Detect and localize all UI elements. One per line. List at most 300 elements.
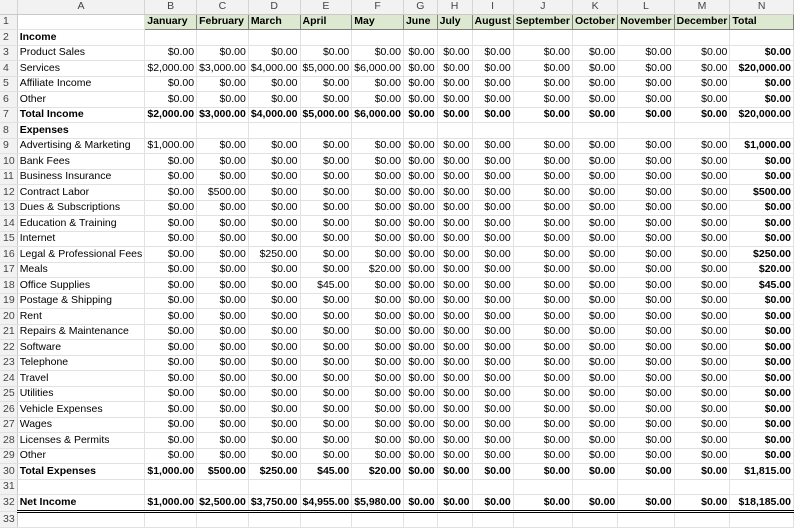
value-cell[interactable]: $0.00 — [197, 278, 249, 294]
value-cell[interactable] — [403, 30, 437, 46]
value-cell[interactable]: $0.00 — [352, 200, 404, 216]
row-label-cell[interactable]: Wages — [17, 417, 145, 433]
value-cell[interactable]: $0.00 — [437, 278, 472, 294]
value-cell[interactable]: $250.00 — [248, 464, 300, 480]
total-cell[interactable]: $0.00 — [730, 324, 794, 340]
value-cell[interactable]: $0.00 — [300, 309, 352, 325]
value-cell[interactable]: $0.00 — [437, 433, 472, 449]
value-cell[interactable]: $0.00 — [197, 92, 249, 108]
value-cell[interactable]: $5,000.00 — [300, 107, 352, 123]
value-cell[interactable]: $1,000.00 — [145, 495, 197, 512]
value-cell[interactable]: $0.00 — [472, 464, 513, 480]
value-cell[interactable] — [197, 479, 249, 495]
value-cell[interactable] — [472, 30, 513, 46]
value-cell[interactable]: $0.00 — [674, 76, 730, 92]
value-cell[interactable]: $0.00 — [572, 169, 617, 185]
value-cell[interactable]: $500.00 — [197, 185, 249, 201]
value-cell[interactable]: $0.00 — [403, 107, 437, 123]
total-cell[interactable] — [730, 123, 794, 139]
value-cell[interactable]: $250.00 — [248, 247, 300, 263]
value-cell[interactable]: $0.00 — [352, 355, 404, 371]
value-cell[interactable]: $0.00 — [403, 355, 437, 371]
value-cell[interactable]: $1,000.00 — [145, 138, 197, 154]
value-cell[interactable]: $0.00 — [572, 433, 617, 449]
value-cell[interactable]: $0.00 — [674, 495, 730, 512]
value-cell[interactable]: $0.00 — [674, 309, 730, 325]
value-cell[interactable]: $0.00 — [300, 386, 352, 402]
value-cell[interactable]: $0.00 — [197, 340, 249, 356]
value-cell[interactable]: $0.00 — [403, 45, 437, 61]
value-cell[interactable]: $0.00 — [618, 200, 674, 216]
value-cell[interactable]: $0.00 — [145, 324, 197, 340]
value-cell[interactable]: $0.00 — [572, 92, 617, 108]
value-cell[interactable] — [472, 123, 513, 139]
value-cell[interactable]: $0.00 — [352, 231, 404, 247]
value-cell[interactable]: $0.00 — [145, 185, 197, 201]
value-cell[interactable]: $0.00 — [300, 45, 352, 61]
value-cell[interactable]: $0.00 — [513, 340, 572, 356]
value-cell[interactable]: $0.00 — [618, 402, 674, 418]
row-label-cell[interactable]: Other — [17, 92, 145, 108]
value-cell[interactable]: $0.00 — [674, 278, 730, 294]
value-cell[interactable]: $0.00 — [300, 92, 352, 108]
value-cell[interactable]: $0.00 — [352, 371, 404, 387]
value-cell[interactable]: $0.00 — [674, 402, 730, 418]
value-cell[interactable]: $0.00 — [145, 371, 197, 387]
value-cell[interactable] — [618, 30, 674, 46]
value-cell[interactable]: $5,000.00 — [300, 61, 352, 77]
row-number[interactable]: 20 — [0, 309, 17, 325]
value-cell[interactable]: $0.00 — [437, 107, 472, 123]
total-cell[interactable]: $500.00 — [730, 185, 794, 201]
value-cell[interactable]: $2,000.00 — [145, 61, 197, 77]
value-cell[interactable]: $0.00 — [145, 154, 197, 170]
value-cell[interactable]: $0.00 — [618, 386, 674, 402]
value-cell[interactable]: $0.00 — [403, 417, 437, 433]
value-cell[interactable]: $0.00 — [513, 464, 572, 480]
value-cell[interactable] — [248, 479, 300, 495]
value-cell[interactable]: $0.00 — [674, 417, 730, 433]
total-cell[interactable]: $1,815.00 — [730, 464, 794, 480]
row-label-cell[interactable]: Rent — [17, 309, 145, 325]
value-cell[interactable]: $0.00 — [352, 402, 404, 418]
value-cell[interactable]: $0.00 — [145, 200, 197, 216]
value-cell[interactable]: $0.00 — [352, 433, 404, 449]
value-cell[interactable]: $0.00 — [618, 61, 674, 77]
value-cell[interactable]: $0.00 — [572, 293, 617, 309]
value-cell[interactable]: $0.00 — [145, 293, 197, 309]
row-number[interactable]: 5 — [0, 76, 17, 92]
row-number[interactable]: 16 — [0, 247, 17, 263]
value-cell[interactable]: $500.00 — [197, 464, 249, 480]
row-number[interactable]: 24 — [0, 371, 17, 387]
value-cell[interactable]: $0.00 — [145, 247, 197, 263]
value-cell[interactable]: $0.00 — [403, 324, 437, 340]
month-header-cell[interactable]: May — [352, 14, 404, 30]
value-cell[interactable]: $0.00 — [248, 309, 300, 325]
value-cell[interactable]: $0.00 — [572, 495, 617, 512]
value-cell[interactable]: $0.00 — [248, 324, 300, 340]
value-cell[interactable]: $0.00 — [197, 138, 249, 154]
month-header-cell[interactable]: April — [300, 14, 352, 30]
total-cell[interactable]: $0.00 — [730, 169, 794, 185]
value-cell[interactable] — [352, 511, 404, 528]
value-cell[interactable] — [352, 30, 404, 46]
value-cell[interactable]: $0.00 — [472, 185, 513, 201]
value-cell[interactable]: $0.00 — [513, 231, 572, 247]
month-header-cell[interactable]: September — [513, 14, 572, 30]
value-cell[interactable]: $0.00 — [403, 433, 437, 449]
value-cell[interactable]: $0.00 — [572, 216, 617, 232]
value-cell[interactable]: $4,000.00 — [248, 61, 300, 77]
value-cell[interactable]: $0.00 — [300, 216, 352, 232]
value-cell[interactable]: $0.00 — [472, 216, 513, 232]
value-cell[interactable] — [674, 30, 730, 46]
value-cell[interactable]: $0.00 — [437, 169, 472, 185]
value-cell[interactable] — [437, 123, 472, 139]
value-cell[interactable]: $0.00 — [572, 371, 617, 387]
value-cell[interactable]: $0.00 — [352, 448, 404, 464]
value-cell[interactable]: $0.00 — [472, 495, 513, 512]
value-cell[interactable]: $0.00 — [572, 417, 617, 433]
value-cell[interactable]: $0.00 — [248, 262, 300, 278]
value-cell[interactable]: $0.00 — [437, 309, 472, 325]
value-cell[interactable]: $0.00 — [472, 293, 513, 309]
row-number[interactable]: 32 — [0, 495, 17, 512]
row-number[interactable]: 27 — [0, 417, 17, 433]
row-label-cell[interactable]: Product Sales — [17, 45, 145, 61]
total-cell[interactable]: $0.00 — [730, 45, 794, 61]
value-cell[interactable]: $0.00 — [513, 154, 572, 170]
value-cell[interactable]: $0.00 — [403, 92, 437, 108]
column-header-f[interactable]: F — [352, 0, 404, 14]
value-cell[interactable]: $0.00 — [403, 448, 437, 464]
row-label-cell[interactable]: Utilities — [17, 386, 145, 402]
row-label-cell[interactable]: Total Income — [17, 107, 145, 123]
value-cell[interactable]: $0.00 — [248, 231, 300, 247]
row-number[interactable]: 22 — [0, 340, 17, 356]
total-cell[interactable] — [730, 511, 794, 528]
value-cell[interactable]: $0.00 — [300, 324, 352, 340]
row-label-cell[interactable]: Repairs & Maintenance — [17, 324, 145, 340]
total-cell[interactable] — [730, 30, 794, 46]
month-header-cell[interactable]: June — [403, 14, 437, 30]
row-label-cell[interactable]: Internet — [17, 231, 145, 247]
total-cell[interactable]: $0.00 — [730, 200, 794, 216]
row-number[interactable]: 11 — [0, 169, 17, 185]
value-cell[interactable]: $0.00 — [248, 45, 300, 61]
value-cell[interactable]: $0.00 — [145, 169, 197, 185]
month-header-cell[interactable]: February — [197, 14, 249, 30]
value-cell[interactable]: $0.00 — [618, 293, 674, 309]
value-cell[interactable]: $0.00 — [197, 169, 249, 185]
value-cell[interactable]: $0.00 — [145, 417, 197, 433]
row-label-cell[interactable]: Bank Fees — [17, 154, 145, 170]
value-cell[interactable]: $0.00 — [197, 448, 249, 464]
row-label-cell[interactable]: Expenses — [17, 123, 145, 139]
value-cell[interactable]: $0.00 — [145, 340, 197, 356]
total-cell[interactable]: $0.00 — [730, 402, 794, 418]
value-cell[interactable]: $0.00 — [618, 247, 674, 263]
column-header-c[interactable]: C — [197, 0, 249, 14]
value-cell[interactable]: $0.00 — [403, 386, 437, 402]
value-cell[interactable] — [248, 123, 300, 139]
row-number[interactable]: 23 — [0, 355, 17, 371]
value-cell[interactable] — [300, 479, 352, 495]
value-cell[interactable]: $0.00 — [618, 231, 674, 247]
value-cell[interactable]: $0.00 — [472, 247, 513, 263]
row-number[interactable]: 30 — [0, 464, 17, 480]
row-number[interactable]: 12 — [0, 185, 17, 201]
value-cell[interactable]: $0.00 — [572, 154, 617, 170]
value-cell[interactable]: $0.00 — [513, 433, 572, 449]
value-cell[interactable]: $0.00 — [618, 154, 674, 170]
value-cell[interactable]: $0.00 — [674, 45, 730, 61]
value-cell[interactable]: $0.00 — [248, 371, 300, 387]
column-header-n[interactable]: N — [730, 0, 794, 14]
value-cell[interactable]: $0.00 — [513, 417, 572, 433]
value-cell[interactable]: $1,000.00 — [145, 464, 197, 480]
value-cell[interactable]: $0.00 — [248, 169, 300, 185]
value-cell[interactable]: $0.00 — [674, 61, 730, 77]
value-cell[interactable]: $0.00 — [618, 169, 674, 185]
row-label-cell[interactable]: Meals — [17, 262, 145, 278]
value-cell[interactable]: $0.00 — [674, 433, 730, 449]
value-cell[interactable] — [618, 479, 674, 495]
value-cell[interactable]: $0.00 — [513, 185, 572, 201]
value-cell[interactable]: $0.00 — [197, 386, 249, 402]
value-cell[interactable]: $0.00 — [352, 417, 404, 433]
row-label-cell[interactable]: Telephone — [17, 355, 145, 371]
value-cell[interactable] — [472, 511, 513, 528]
value-cell[interactable] — [437, 511, 472, 528]
column-header-h[interactable]: H — [437, 0, 472, 14]
value-cell[interactable]: $0.00 — [403, 138, 437, 154]
value-cell[interactable]: $0.00 — [248, 355, 300, 371]
value-cell[interactable] — [513, 123, 572, 139]
value-cell[interactable]: $0.00 — [403, 340, 437, 356]
value-cell[interactable]: $0.00 — [352, 293, 404, 309]
value-cell[interactable] — [513, 511, 572, 528]
value-cell[interactable]: $0.00 — [674, 231, 730, 247]
total-cell[interactable]: $20,000.00 — [730, 61, 794, 77]
value-cell[interactable]: $0.00 — [197, 216, 249, 232]
value-cell[interactable]: $0.00 — [572, 231, 617, 247]
value-cell[interactable]: $45.00 — [300, 278, 352, 294]
value-cell[interactable]: $0.00 — [437, 247, 472, 263]
value-cell[interactable]: $0.00 — [674, 355, 730, 371]
value-cell[interactable]: $0.00 — [352, 76, 404, 92]
value-cell[interactable] — [513, 479, 572, 495]
value-cell[interactable]: $0.00 — [300, 185, 352, 201]
value-cell[interactable]: $0.00 — [403, 185, 437, 201]
value-cell[interactable]: $0.00 — [513, 45, 572, 61]
value-cell[interactable]: $0.00 — [472, 169, 513, 185]
value-cell[interactable]: $0.00 — [472, 45, 513, 61]
month-header-cell[interactable]: March — [248, 14, 300, 30]
value-cell[interactable]: $0.00 — [618, 216, 674, 232]
value-cell[interactable]: $0.00 — [674, 448, 730, 464]
value-cell[interactable]: $0.00 — [437, 200, 472, 216]
value-cell[interactable]: $0.00 — [618, 76, 674, 92]
value-cell[interactable]: $0.00 — [352, 309, 404, 325]
row-label-cell[interactable]: Dues & Subscriptions — [17, 200, 145, 216]
column-header-k[interactable]: K — [572, 0, 617, 14]
value-cell[interactable]: $0.00 — [572, 464, 617, 480]
value-cell[interactable] — [145, 30, 197, 46]
value-cell[interactable]: $0.00 — [472, 324, 513, 340]
value-cell[interactable]: $0.00 — [472, 278, 513, 294]
value-cell[interactable]: $0.00 — [197, 324, 249, 340]
month-header-cell[interactable]: October — [572, 14, 617, 30]
value-cell[interactable]: $0.00 — [513, 61, 572, 77]
value-cell[interactable]: $0.00 — [197, 355, 249, 371]
value-cell[interactable]: $0.00 — [674, 247, 730, 263]
value-cell[interactable]: $0.00 — [197, 309, 249, 325]
value-cell[interactable] — [572, 479, 617, 495]
total-cell[interactable]: $0.00 — [730, 92, 794, 108]
value-cell[interactable] — [145, 511, 197, 528]
value-cell[interactable]: $0.00 — [403, 262, 437, 278]
row-label-cell[interactable]: Business Insurance — [17, 169, 145, 185]
row-number[interactable]: 25 — [0, 386, 17, 402]
value-cell[interactable]: $0.00 — [145, 262, 197, 278]
value-cell[interactable]: $0.00 — [618, 355, 674, 371]
value-cell[interactable] — [674, 511, 730, 528]
value-cell[interactable]: $0.00 — [145, 448, 197, 464]
value-cell[interactable]: $0.00 — [300, 355, 352, 371]
value-cell[interactable]: $0.00 — [472, 309, 513, 325]
total-cell[interactable]: $18,185.00 — [730, 495, 794, 512]
select-all-corner[interactable] — [0, 0, 17, 14]
total-cell[interactable]: $0.00 — [730, 216, 794, 232]
value-cell[interactable]: $0.00 — [403, 216, 437, 232]
value-cell[interactable]: $0.00 — [437, 92, 472, 108]
total-cell[interactable]: $0.00 — [730, 433, 794, 449]
value-cell[interactable]: $0.00 — [572, 309, 617, 325]
row-label-cell[interactable]: Other — [17, 448, 145, 464]
total-cell[interactable]: $0.00 — [730, 231, 794, 247]
column-header-l[interactable]: L — [618, 0, 674, 14]
value-cell[interactable]: $0.00 — [403, 309, 437, 325]
row-label-cell[interactable]: Office Supplies — [17, 278, 145, 294]
value-cell[interactable]: $0.00 — [572, 45, 617, 61]
value-cell[interactable]: $0.00 — [572, 61, 617, 77]
value-cell[interactable]: $0.00 — [572, 355, 617, 371]
value-cell[interactable]: $0.00 — [572, 386, 617, 402]
column-header-j[interactable]: J — [513, 0, 572, 14]
value-cell[interactable]: $0.00 — [674, 216, 730, 232]
value-cell[interactable]: $0.00 — [674, 324, 730, 340]
value-cell[interactable]: $0.00 — [437, 386, 472, 402]
value-cell[interactable]: $0.00 — [572, 200, 617, 216]
value-cell[interactable]: $0.00 — [403, 495, 437, 512]
value-cell[interactable]: $0.00 — [145, 231, 197, 247]
value-cell[interactable]: $0.00 — [618, 464, 674, 480]
value-cell[interactable] — [248, 30, 300, 46]
value-cell[interactable]: $0.00 — [403, 371, 437, 387]
value-cell[interactable]: $0.00 — [403, 61, 437, 77]
value-cell[interactable]: $0.00 — [513, 495, 572, 512]
value-cell[interactable]: $0.00 — [674, 371, 730, 387]
value-cell[interactable]: $0.00 — [572, 324, 617, 340]
value-cell[interactable]: $0.00 — [437, 76, 472, 92]
value-cell[interactable]: $0.00 — [197, 45, 249, 61]
value-cell[interactable]: $0.00 — [145, 309, 197, 325]
value-cell[interactable]: $0.00 — [197, 293, 249, 309]
value-cell[interactable]: $0.00 — [674, 293, 730, 309]
value-cell[interactable]: $0.00 — [403, 169, 437, 185]
value-cell[interactable]: $0.00 — [145, 216, 197, 232]
value-cell[interactable] — [472, 479, 513, 495]
value-cell[interactable]: $0.00 — [403, 293, 437, 309]
column-header-g[interactable]: G — [403, 0, 437, 14]
value-cell[interactable]: $0.00 — [352, 45, 404, 61]
value-cell[interactable] — [437, 30, 472, 46]
row-label-cell[interactable]: Postage & Shipping — [17, 293, 145, 309]
value-cell[interactable]: $0.00 — [513, 262, 572, 278]
value-cell[interactable] — [618, 511, 674, 528]
value-cell[interactable]: $0.00 — [618, 262, 674, 278]
value-cell[interactable]: $0.00 — [513, 371, 572, 387]
value-cell[interactable]: $0.00 — [197, 247, 249, 263]
row-number[interactable]: 13 — [0, 200, 17, 216]
value-cell[interactable]: $0.00 — [513, 92, 572, 108]
value-cell[interactable]: $0.00 — [352, 386, 404, 402]
value-cell[interactable]: $0.00 — [572, 448, 617, 464]
row-label-cell[interactable]: Affiliate Income — [17, 76, 145, 92]
value-cell[interactable]: $0.00 — [300, 402, 352, 418]
total-cell[interactable]: $0.00 — [730, 340, 794, 356]
month-header-cell[interactable]: November — [618, 14, 674, 30]
value-cell[interactable]: $0.00 — [197, 371, 249, 387]
value-cell[interactable]: $0.00 — [197, 433, 249, 449]
value-cell[interactable] — [403, 479, 437, 495]
total-cell[interactable]: $1,000.00 — [730, 138, 794, 154]
value-cell[interactable]: $0.00 — [572, 278, 617, 294]
value-cell[interactable]: $0.00 — [197, 200, 249, 216]
value-cell[interactable]: $0.00 — [197, 262, 249, 278]
value-cell[interactable] — [352, 123, 404, 139]
value-cell[interactable]: $0.00 — [472, 231, 513, 247]
row-number[interactable]: 28 — [0, 433, 17, 449]
value-cell[interactable]: $0.00 — [437, 216, 472, 232]
value-cell[interactable]: $0.00 — [437, 448, 472, 464]
value-cell[interactable]: $0.00 — [352, 247, 404, 263]
value-cell[interactable] — [300, 511, 352, 528]
value-cell[interactable]: $0.00 — [145, 45, 197, 61]
value-cell[interactable]: $0.00 — [248, 340, 300, 356]
value-cell[interactable]: $0.00 — [437, 417, 472, 433]
value-cell[interactable]: $0.00 — [197, 231, 249, 247]
row-number[interactable]: 18 — [0, 278, 17, 294]
value-cell[interactable]: $0.00 — [472, 448, 513, 464]
value-cell[interactable]: $0.00 — [674, 464, 730, 480]
value-cell[interactable] — [618, 123, 674, 139]
value-cell[interactable]: $0.00 — [472, 200, 513, 216]
value-cell[interactable] — [572, 30, 617, 46]
total-cell[interactable]: $0.00 — [730, 309, 794, 325]
value-cell[interactable]: $0.00 — [145, 92, 197, 108]
value-cell[interactable]: $0.00 — [197, 417, 249, 433]
value-cell[interactable]: $0.00 — [513, 200, 572, 216]
value-cell[interactable]: $3,750.00 — [248, 495, 300, 512]
value-cell[interactable]: $0.00 — [572, 262, 617, 278]
value-cell[interactable]: $0.00 — [352, 340, 404, 356]
value-cell[interactable]: $0.00 — [572, 138, 617, 154]
row-number[interactable]: 10 — [0, 154, 17, 170]
row-number[interactable]: 1 — [0, 14, 17, 30]
